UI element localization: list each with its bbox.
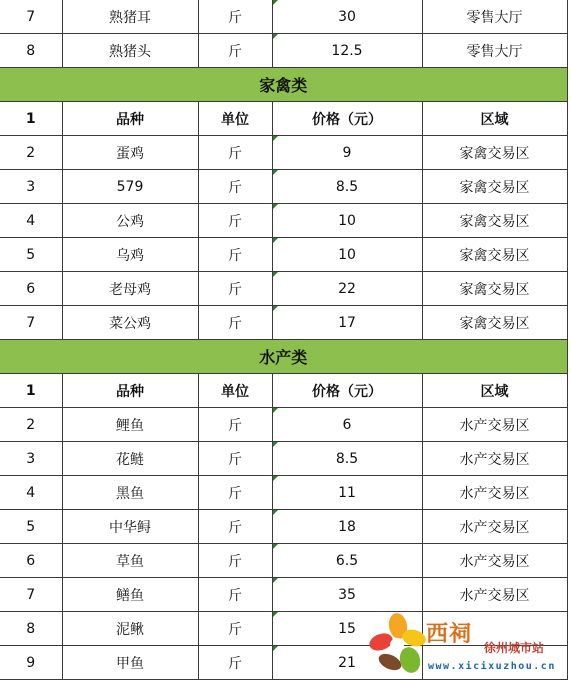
- cell-no[interactable]: 3: [0, 442, 62, 476]
- cell-no[interactable]: 4: [0, 204, 62, 238]
- cell-area[interactable]: 家禽交易区: [422, 272, 567, 306]
- header-unit[interactable]: 单位: [198, 102, 272, 136]
- cell-no[interactable]: 5: [0, 510, 62, 544]
- header-no[interactable]: 1: [0, 102, 62, 136]
- cell-name[interactable]: 草鱼: [62, 544, 198, 578]
- cell-area[interactable]: 水产交易区: [422, 510, 567, 544]
- cell-no[interactable]: 7: [0, 0, 62, 34]
- column-header-row: [0, 374, 567, 408]
- cell-unit[interactable]: 斤: [198, 646, 272, 680]
- header-area[interactable]: 区域: [422, 374, 567, 408]
- table-row: [0, 442, 567, 476]
- flower-logo-icon: [368, 612, 428, 676]
- table-row: [0, 544, 567, 578]
- cell-name[interactable]: 甲鱼: [62, 646, 198, 680]
- cell-area[interactable]: 水产交易区: [422, 578, 567, 612]
- cell-area[interactable]: 家禽交易区: [422, 238, 567, 272]
- cell-price[interactable]: 11: [272, 476, 422, 510]
- table-row: [0, 510, 567, 544]
- cell-area[interactable]: 水产交易区: [422, 442, 567, 476]
- cell-name[interactable]: 熟猪头: [62, 34, 198, 68]
- cell-name[interactable]: 黑鱼: [62, 476, 198, 510]
- cell-price[interactable]: 17: [272, 306, 422, 340]
- cell-no[interactable]: 2: [0, 408, 62, 442]
- cell-no[interactable]: 6: [0, 272, 62, 306]
- site-url: www.xicixuzhou.cn: [428, 661, 556, 672]
- cell-area[interactable]: 零售大厅: [422, 0, 567, 34]
- cell-no[interactable]: 8: [0, 612, 62, 646]
- table-row: [0, 272, 567, 306]
- cell-area[interactable]: 水产交易区: [422, 408, 567, 442]
- cell-price[interactable]: 18: [272, 510, 422, 544]
- table-row: [0, 238, 567, 272]
- table-row: [0, 136, 567, 170]
- cell-name[interactable]: 公鸡: [62, 204, 198, 238]
- cell-unit[interactable]: 斤: [198, 408, 272, 442]
- header-name[interactable]: 品种: [62, 374, 198, 408]
- cell-area[interactable]: 家禽交易区: [422, 136, 567, 170]
- cell-no[interactable]: 8: [0, 34, 62, 68]
- cell-name[interactable]: 蛋鸡: [62, 136, 198, 170]
- cell-no[interactable]: 9: [0, 646, 62, 680]
- cell-unit[interactable]: 斤: [198, 34, 272, 68]
- site-name: 徐州城市站: [484, 641, 545, 655]
- cell-unit[interactable]: 斤: [198, 510, 272, 544]
- section-title[interactable]: 家禽类: [0, 68, 567, 102]
- column-header-row: [0, 102, 567, 136]
- cell-area[interactable]: 家禽交易区: [422, 306, 567, 340]
- header-price[interactable]: 价格（元）: [272, 102, 422, 136]
- cell-price[interactable]: 9: [272, 136, 422, 170]
- header-name[interactable]: 品种: [62, 102, 198, 136]
- table-row: [0, 0, 567, 34]
- watermark-logo: [368, 612, 571, 680]
- cell-name[interactable]: 中华鲟: [62, 510, 198, 544]
- cell-unit[interactable]: 斤: [198, 204, 272, 238]
- cell-no[interactable]: 5: [0, 238, 62, 272]
- cell-unit[interactable]: 斤: [198, 442, 272, 476]
- table-row: [0, 306, 567, 340]
- section-header-poultry: [0, 68, 567, 102]
- cell-no[interactable]: 4: [0, 476, 62, 510]
- cell-price[interactable]: 21: [272, 646, 422, 680]
- cell-price[interactable]: 8.5: [272, 170, 422, 204]
- cell-no[interactable]: 6: [0, 544, 62, 578]
- cell-area[interactable]: 零售大厅: [422, 34, 567, 68]
- cell-name[interactable]: 鳝鱼: [62, 578, 198, 612]
- cell-no[interactable]: 3: [0, 170, 62, 204]
- cell-name[interactable]: 乌鸡: [62, 238, 198, 272]
- cell-price[interactable]: 12.5: [272, 34, 422, 68]
- cell-no[interactable]: 2: [0, 136, 62, 170]
- cell-unit[interactable]: 斤: [198, 612, 272, 646]
- cell-name[interactable]: 579: [62, 170, 198, 204]
- cell-area[interactable]: 家禽交易区: [422, 204, 567, 238]
- cell-price[interactable]: 35: [272, 578, 422, 612]
- cell-area[interactable]: 家禽交易区: [422, 170, 567, 204]
- section-header-aquatic: [0, 340, 567, 374]
- cell-name[interactable]: 老母鸡: [62, 272, 198, 306]
- cell-price[interactable]: 30: [272, 0, 422, 34]
- cell-name[interactable]: 花鲢: [62, 442, 198, 476]
- cell-unit[interactable]: 斤: [198, 306, 272, 340]
- table-row: [0, 408, 567, 442]
- cell-unit[interactable]: 斤: [198, 170, 272, 204]
- cell-price[interactable]: 6.5: [272, 544, 422, 578]
- table-row: [0, 476, 567, 510]
- cell-unit[interactable]: 斤: [198, 238, 272, 272]
- table-row: [0, 34, 567, 68]
- cell-unit[interactable]: 斤: [198, 544, 272, 578]
- cell-price[interactable]: 6: [272, 408, 422, 442]
- cell-no[interactable]: 7: [0, 578, 62, 612]
- table-row: [0, 578, 567, 612]
- cell-price[interactable]: 10: [272, 204, 422, 238]
- cell-price[interactable]: 10: [272, 238, 422, 272]
- cell-unit[interactable]: 斤: [198, 476, 272, 510]
- cell-name[interactable]: 鲤鱼: [62, 408, 198, 442]
- cell-price[interactable]: 22: [272, 272, 422, 306]
- cell-name[interactable]: 泥鳅: [62, 612, 198, 646]
- cell-price[interactable]: 15: [272, 612, 422, 646]
- cell-area[interactable]: 水产交易区: [422, 544, 567, 578]
- section-title[interactable]: 水产类: [0, 340, 567, 374]
- table-row: [0, 170, 567, 204]
- cell-price[interactable]: 8.5: [272, 442, 422, 476]
- cell-unit[interactable]: 斤: [198, 0, 272, 34]
- header-area[interactable]: 区域: [422, 102, 567, 136]
- table-row: [0, 204, 567, 238]
- cell-unit[interactable]: 斤: [198, 578, 272, 612]
- cell-name[interactable]: 熟猪耳: [62, 0, 198, 34]
- cell-unit[interactable]: 斤: [198, 136, 272, 170]
- cell-area[interactable]: 水产交易区: [422, 476, 567, 510]
- brand-name: 西祠: [426, 622, 473, 647]
- cell-unit[interactable]: 斤: [198, 272, 272, 306]
- cell-name[interactable]: 菜公鸡: [62, 306, 198, 340]
- header-price[interactable]: 价格（元）: [272, 374, 422, 408]
- header-no[interactable]: 1: [0, 374, 62, 408]
- header-unit[interactable]: 单位: [198, 374, 272, 408]
- cell-no[interactable]: 7: [0, 306, 62, 340]
